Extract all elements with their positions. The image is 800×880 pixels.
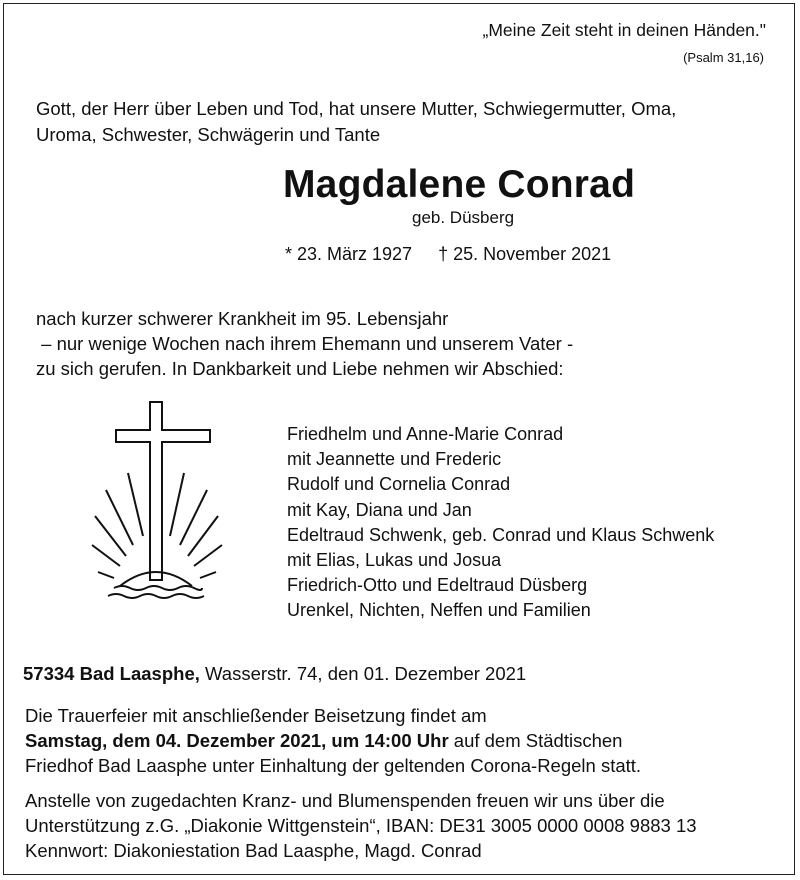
mourner-line: Friedhelm und Anne-Marie Conrad [287,424,564,444]
intro-line: Uroma, Schwester, Schwägerin und Tante [36,124,381,145]
funeral-info [25,703,641,778]
address-line [23,663,526,685]
deceased-name: Magdalene Conrad [283,163,636,206]
mourner-line: Rudolf und Cornelia Conrad [287,474,511,495]
donation-line: Kennwort: Diakoniestation Bad Laasphe, Magd. Conrad [25,840,482,861]
mourner-line: mit Elias, Lukas und Josua [287,550,502,571]
maiden-name: geb. Düsberg [412,208,515,227]
funeral-place-start: auf dem Städtischen [448,730,623,751]
donation-line: Unterstützung z.G. „Diakonie Wittgenstein“, IBAN: DE31 3005 0000 0008 9883 13 [25,815,697,836]
donation-line: Anstelle von zugedachten Kranz- und Blumenspenden freuen wir uns über die [25,790,665,811]
funeral-line [25,728,641,753]
mourners-list [287,422,714,624]
illness-text [36,306,573,381]
motto-reference: (Psalm 31,16) [683,50,764,65]
address-city: 57334 Bad Laasphe, [23,663,200,684]
cross-sunrise-icon [70,398,240,608]
address-rest: Wasserstr. 74, den 01. Dezember 2021 [199,663,527,684]
illness-line: nach kurzer schwerer Krankheit im 95. Lebensjahr [36,308,449,329]
illness-line: – nur wenige Wochen nach ihrem Ehemann und unserem Vater - [36,333,574,354]
donation-info [25,788,697,863]
funeral-line: Friedhof Bad Laasphe unter Einhaltung der geltenden Corona-Regeln statt. [25,755,642,776]
funeral-line: Die Trauerfeier mit anschließender Beisetzung findet am [25,705,487,726]
mourner-line: mit Kay, Diana und Jan [287,499,472,520]
intro-text [36,96,676,148]
intro-line: Gott, der Herr über Leben und Tod, hat unsere Mutter, Schwiegermutter, Oma, [36,98,677,119]
death-date: † 25. November 2021 [438,244,612,264]
motto-quote: „Meine Zeit steht in deinen Händen." [482,20,766,40]
funeral-date: Samstag, dem 04. Dezember 2021, um 14:00 Uhr [25,730,449,751]
birth-date: * 23. März 1927 [285,244,413,264]
mourner-line: Friedrich-Otto und Edeltraud Düsberg [287,575,588,596]
mourner-line: mit Jeannette und Frederic [287,449,502,470]
illness-line: zu sich gerufen. In Dankbarkeit und Liebe nehmen wir Abschied: [36,358,564,379]
life-dates [285,244,611,265]
mourner-line: Urenkel, Nichten, Neffen und Familien [287,600,591,621]
mourner-line: Edeltraud Schwenk, geb. Conrad und Klaus Schwenk [287,524,715,545]
